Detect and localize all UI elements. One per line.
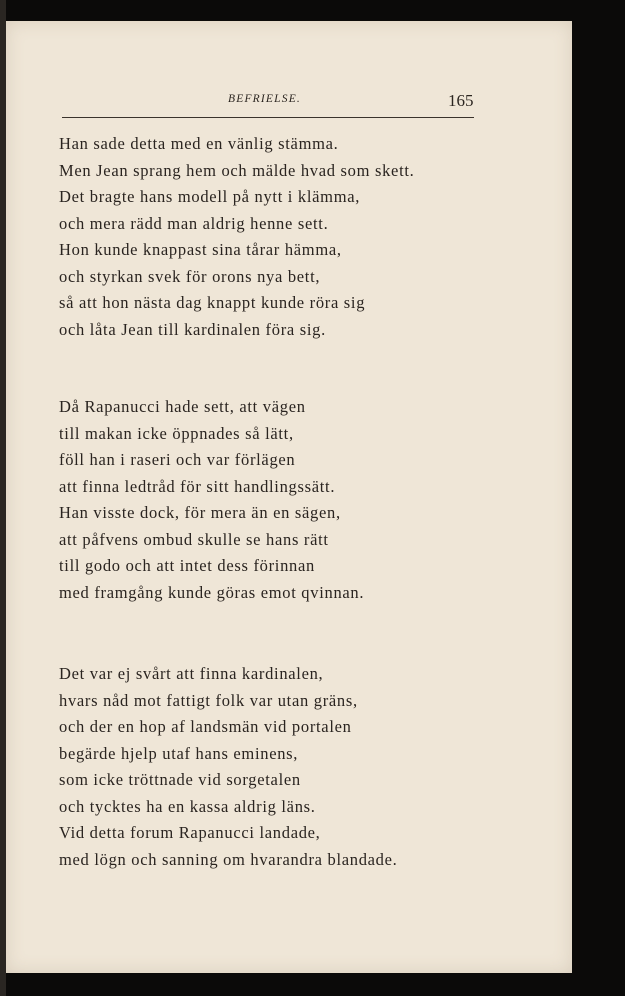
page-number: 165: [448, 91, 474, 110]
verse-line: så att hon nästa dag knappt kunde röra sig: [59, 293, 366, 312]
verse-line: till godo och att intet dess förinnan: [59, 556, 315, 575]
verse-line: med framgång kunde göras emot qvinnan.: [59, 582, 365, 602]
verse-line: Men Jean sprang hem och mälde hvad som skett.: [59, 160, 415, 180]
scan-background: [572, 0, 625, 996]
stanza-3: [59, 661, 397, 873]
verse-line: och styrkan svek för orons nya bett,: [59, 266, 321, 286]
page-header: [6, 21, 572, 131]
verse-line: Hon kunde knappast sina tårar hämma,: [59, 240, 342, 259]
verse-line: föll han i raseri och var förlägen: [59, 450, 296, 469]
stanza-1: [59, 131, 414, 343]
verse-line: att påfvens ombud skulle se hans rätt: [59, 529, 329, 549]
book-page: [6, 21, 572, 973]
verse-line: Han visste dock, för mera än en sägen,: [59, 503, 341, 522]
header-rule: [62, 117, 474, 118]
verse-line: och tycktes ha en kassa aldrig läns.: [59, 796, 316, 816]
verse-line: och låta Jean till kardinalen föra sig.: [59, 319, 326, 339]
verse-line: med lögn och sanning om hvarandra blandade.: [59, 849, 398, 869]
verse-line: Det bragte hans modell på nytt i klämma,: [59, 187, 361, 206]
verse-line: och der en hop af landsmän vid portalen: [59, 717, 352, 736]
stanza-2: [59, 394, 364, 606]
verse-line: hvars nåd mot fattigt folk var utan gräns,: [59, 690, 358, 710]
verse-line: Det var ej svårt att finna kardinalen,: [59, 664, 324, 683]
verse-line: Han sade detta med en vänlig stämma.: [59, 134, 339, 153]
verse-line: och mera rädd man aldrig henne sett.: [59, 213, 329, 233]
verse-line: begärde hjelp utaf hans eminens,: [59, 743, 299, 763]
verse-line: Vid detta forum Rapanucci landade,: [59, 823, 321, 842]
verse-line: som icke tröttnade vid sorgetalen: [59, 770, 301, 789]
verse-line: att finna ledtråd för sitt handlingssätt.: [59, 476, 336, 496]
verse-line: Då Rapanucci hade sett, att vägen: [59, 397, 306, 416]
verse-line: till makan icke öppnades så lätt,: [59, 423, 294, 443]
running-head: BEFRIELSE.: [228, 93, 301, 105]
